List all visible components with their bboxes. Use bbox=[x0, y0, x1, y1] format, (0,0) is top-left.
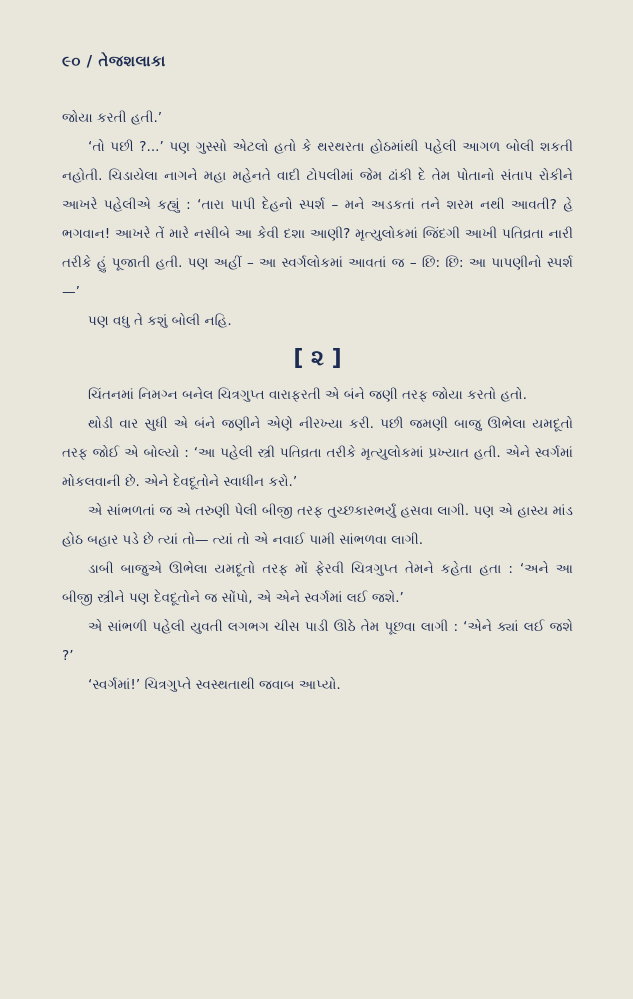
paragraph: જોયા કરતી હતી.’ bbox=[62, 110, 163, 126]
paragraph: ‘સ્વર્ગમાં!’ ચિત્રગુપ્તે સ્વસ્થતાથી જવાબ આપ્યો. bbox=[88, 677, 341, 693]
paragraph: એ સાંભળતાં જ એ તરુણી પેલી બીજી તરફ તુચ્છકારભર્યું હસવા લાગી. પણ એ હાસ્ય માંડ હોઠ બહાર પડે છે ત્યાં તો— ત્યાં તો એ નવાઈ પામી સાંભળવા લાગી. bbox=[62, 503, 573, 548]
paragraph: પણ વધુ તે કશું બોલી નહિ. bbox=[88, 313, 232, 329]
paragraph: થોડી વાર સુધી એ બંને જણીને એણે નીરખ્યા કરી. પછી જમણી બાજુ ઊભેલા યમદૂતો તરફ જોઈ એ બોલ્યો : ‘આ પહેલી સ્ત્રી પતિવ્રતા તરીકે મૃત્યુલોકમાં પ્રખ્યાત હતી. એને સ્વર્ગમાં મોકલવાની છે. એને દેવદૂતોને સ્વાધીન કરો.’ bbox=[62, 416, 573, 490]
paragraph: ‘તો પછી ?...’ પણ ગુસ્સો એટલો હતો કે થરથરતા હોઠમાંથી પહેલી આગળ બોલી શકતી નહોતી. ચિડાયેલા નાગને મહા મહેનતે વાદી ટોપલીમાં જેમ ઢાંકી દે તેમ પોતાનો સંતાપ રોકીને આખરે પહેલીએ કહ્યું : ‘તારા પાપી દેહનો સ્પર્શ – મને અડકતાં તને શરમ નથી આવતી? હે ભગવાન! આખરે તેં મારે નસીબે આ કેવી દશા આણી? મૃત્યુલોકમાં જિંદગી આખી પતિવ્રતા નારી તરીકે હું પૂજાતી હતી. પણ અહીં – આ સ્વર્ગલોકમાં આવતાં જ – છિ: છિ: આ પાપણીનો સ્પર્શ—’ bbox=[62, 139, 573, 300]
running-header: ૯૦ / તેજશલાકા bbox=[62, 52, 166, 70]
paragraph: ચિંતનમાં નિમગ્ન બનેલ ચિત્રગુપ્ત વારાફરતી એ બંને જણી તરફ જોયા કરતો હતો. bbox=[88, 387, 527, 403]
paragraph: ડાબી બાજુએ ઊભેલા યમદૂતો તરફ મોં ફેરવી ચિત્રગુપ્ત તેમને કહેતા હતા : ‘અને આ બીજી સ્ત્રીને પણ દેવદૂતોને જ સોંપો, એ એને સ્વર્ગમાં લઈ જશે.’ bbox=[62, 561, 573, 606]
paragraph: એ સાંભળી પહેલી યુવતી લગભગ ચીસ પાડી ઊઠે તેમ પૂછવા લાગી : ‘એને ક્યાં લઈ જશે ?’ bbox=[62, 619, 573, 664]
section-number: [ ૨ ] bbox=[293, 346, 342, 371]
